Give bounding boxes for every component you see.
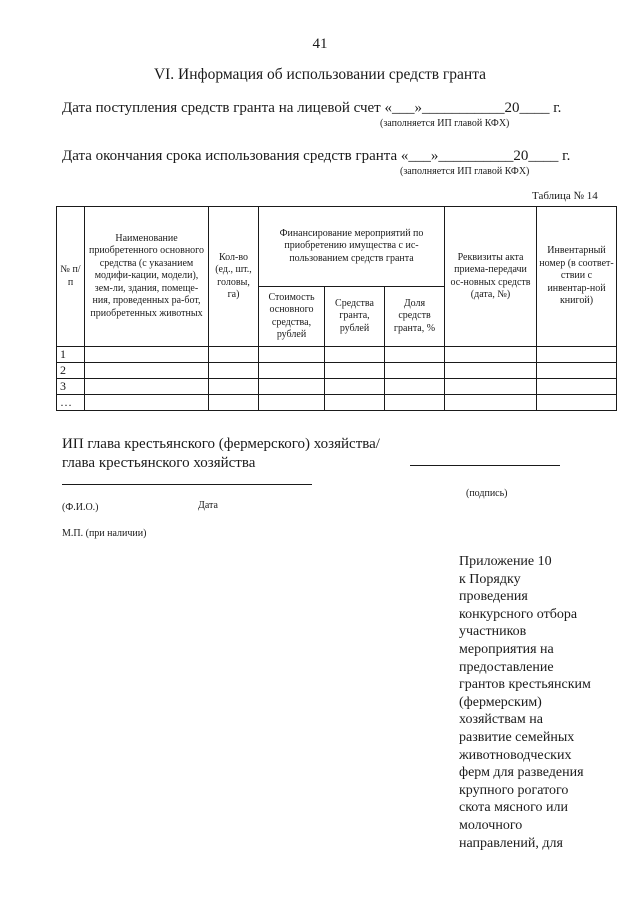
grant-usage-table [56,206,617,411]
appendix-line: конкурсного отбора [459,606,578,622]
grant-deadline-date-note: (заполняется ИП главой КФХ) [400,166,530,177]
page-number: 41 [312,36,328,52]
appendix-line: предоставление [459,659,554,675]
header-transfer-act: Реквизиты акта приема-передачи ос-новных средств (дата, №) [445,207,537,347]
date-caption: Дата [198,500,218,511]
grant-receipt-date-line: Дата поступления средств гранта на лицевой счет «___»___________20____ г. [62,100,562,116]
appendix-line: грантов крестьянским [459,677,591,693]
grant-receipt-date-note: (заполняется ИП главой КФХ) [380,118,510,129]
header-asset-name: Наименование приобретенного основного средства (с указанием модифи-кации, модели), зем-ли, здания, помеще-ния, проведенных ра-бот, приобретенных животных [85,207,209,347]
appendix-block [459,553,609,852]
table-row [57,395,617,411]
row-number: 3 [57,379,85,395]
appendix-line: животноводческих [459,747,572,763]
appendix-line: ферм для разведения [459,765,584,781]
table-row [57,379,617,395]
header-quantity: Кол-во (ед., шт., головы, га) [209,207,259,347]
appendix-line: направлений, для [459,835,563,851]
appendix-line: хозяйствам на [459,712,543,728]
header-financing: Финансирование мероприятий по приобретению имущества с ис-пользованием средств гранта [259,207,445,287]
table-caption: Таблица № 14 [532,190,598,202]
table-row [57,347,617,363]
header-asset-cost: Стоимость основного средства, рублей [259,287,325,347]
header-inventory-number: Инвентарный номер (в соответ-ствии с инвентар-ной книгой) [537,207,617,347]
fio-caption: (Ф.И.О.) [62,502,99,513]
row-number: 2 [57,363,85,379]
appendix-line: проведения [459,589,528,605]
signature-title-line-1: ИП глава крестьянского (фермерского) хозяйства/ [62,436,380,452]
appendix-line: скота мясного или [459,800,568,816]
stamp-caption: М.П. (при наличии) [62,528,147,539]
header-row-number: № п/п [57,207,85,347]
appendix-line: Приложение 10 [459,554,552,569]
header-grant-share: Доля средств гранта, % [385,287,445,347]
row-number: … [57,395,85,411]
row-number: 1 [57,347,85,363]
section-title: VI. Информация об использовании средств гранта [153,66,487,83]
appendix-line: к Порядку [459,571,521,587]
appendix-line: молочного [459,817,523,833]
table-row [57,363,617,379]
appendix-line: участников [459,624,527,640]
header-grant-funds: Средства гранта, рублей [325,287,385,347]
appendix-line: (фермерским) [459,694,542,710]
signature-title-line-2: глава крестьянского хозяйства [62,455,256,471]
appendix-line: мероприятия на [459,641,554,657]
appendix-line: развитие семейных [459,729,575,745]
grant-deadline-date-line: Дата окончания срока использования средств гранта «___»__________20____ г. [62,148,571,164]
signature-caption: (подпись) [466,488,508,499]
signature-underline[interactable] [410,465,560,466]
fio-underline[interactable] [62,484,312,485]
appendix-line: крупного рогатого [459,782,569,798]
